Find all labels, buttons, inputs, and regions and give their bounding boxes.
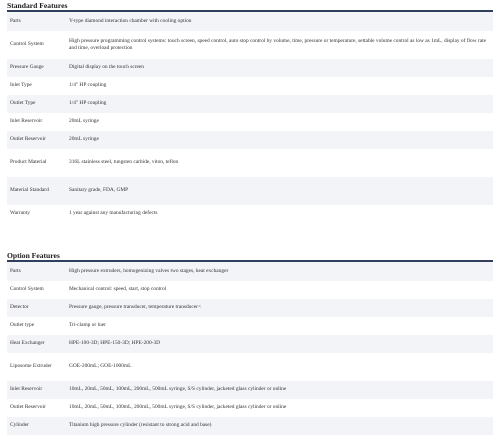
table-row [7,177,493,205]
table-row [7,11,493,31]
row-label: Inlet Reservoir [7,381,65,399]
row-value: HPE-100-3D; HPE-150-3D; HPE-200-3D [65,335,493,353]
row-value: Pressure gauge, pressure transducer, temperature transducer< [65,299,493,317]
table-row [7,417,493,435]
row-value: Digital display on the touch screen [65,59,493,77]
row-label: Outlet type [7,317,65,335]
row-value: Tri-clamp or luer [65,317,493,335]
table-row [7,299,493,317]
row-label: Detector [7,299,65,317]
table-row [7,399,493,417]
table-row [7,381,493,399]
table-row [7,281,493,299]
row-label: Material Standard [7,177,65,205]
standard-features-section [0,1,493,223]
row-value: 20mL syringe [65,113,493,131]
table-row [7,335,493,353]
table-row [7,261,493,281]
table-row [7,95,493,113]
option-features-section [0,251,493,435]
row-value: 20mL syringe [65,131,493,149]
row-value: Titanium high pressure cylinder (resistant to strong acid and base) [65,417,493,435]
row-label: Liposome Extruder [7,353,65,381]
row-value: 316L stainless steel, tungsten carbide, viton, teflon [65,149,493,177]
row-label: Parts [7,11,65,31]
table-row [7,31,493,59]
table-row [7,353,493,381]
table-row [7,205,493,223]
table-row [7,113,493,131]
row-label: Outlet Type [7,95,65,113]
option-features-table [7,260,493,435]
option-features-title: Option Features [7,251,60,260]
table-row [7,77,493,95]
row-label: Outlet Reservoir [7,399,65,417]
table-row [7,149,493,177]
row-value: 10mL, 20mL, 50mL, 100mL, 200mL, 500mL syringe, S/S cylinder, jacketed glass cylinder or online [65,399,493,417]
row-label: Inlet Type [7,77,65,95]
row-value: Y-type diamond interaction chamber with cooling option [65,11,493,31]
row-value: 1/4" HP coupling [65,77,493,95]
row-value: Mechanical control: speed, start, stop control [65,281,493,299]
table-row [7,131,493,149]
row-label: Heat Exchanger [7,335,65,353]
row-label: Warranty [7,205,65,223]
row-value: Sanitary grade, FDA, GMP [65,177,493,205]
row-value: GOE-200mL; GOE-1000mL [65,353,493,381]
table-row [7,317,493,335]
table-row [7,59,493,77]
row-label: Pressure Gauge [7,59,65,77]
standard-features-table [7,10,493,223]
row-value: 10mL, 20mL, 50mL, 100mL, 200mL, 500mL syringe, S/S cylinder, jacketed glass cylinder or online [65,381,493,399]
row-label: Control System [7,31,65,59]
row-value: 1 year against any manufacturing defects [65,205,493,223]
standard-features-title: Standard Features [7,1,68,10]
row-label: Outlet Reservoir [7,131,65,149]
row-label: Cylinder [7,417,65,435]
row-value: High pressure extruders, homogenizing valves two stages, heat exchanger [65,261,493,281]
row-label: Inlet Reservoir [7,113,65,131]
row-value: 1/4" HP coupling [65,95,493,113]
row-label: Parts [7,261,65,281]
row-value: High pressure programming control systems: touch screen, speed control, auto stop control by volume, time, pressure or temperature, settable volume control as low as 1mL, display of flow rate and time, overload protection [65,31,493,59]
row-label: Product Material [7,149,65,177]
row-label: Control System [7,281,65,299]
